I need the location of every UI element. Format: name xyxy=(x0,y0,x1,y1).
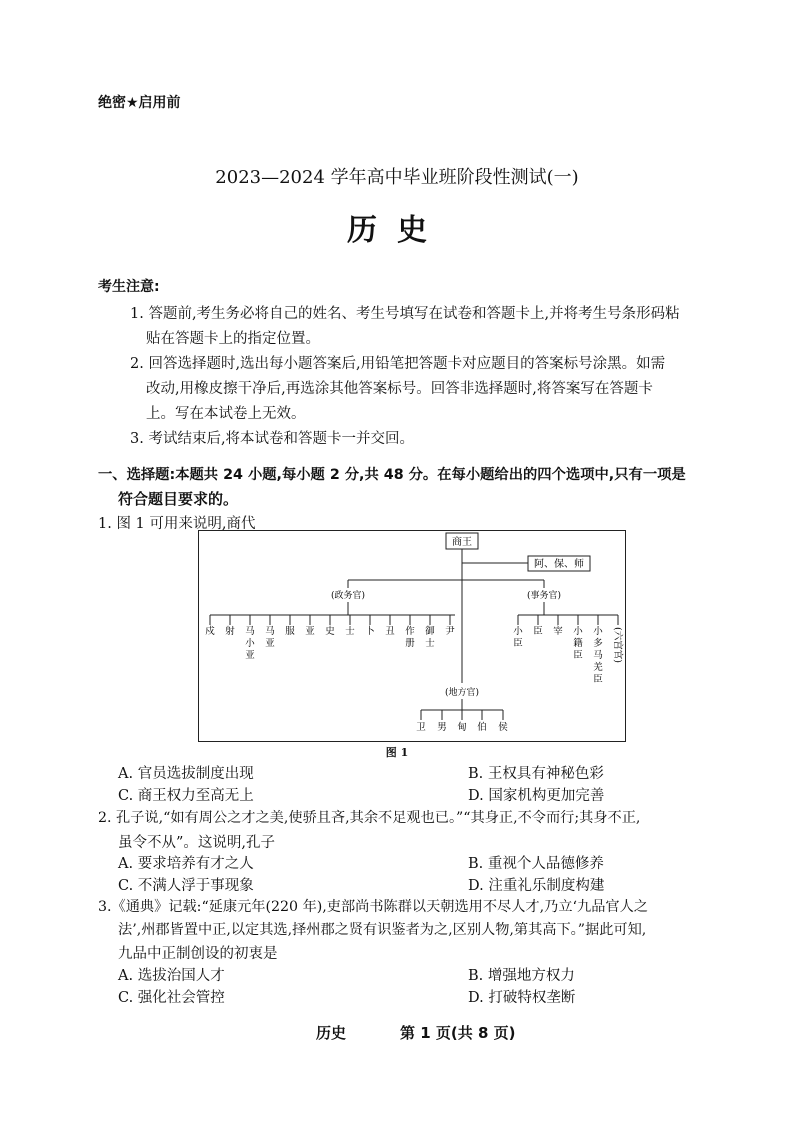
affairs-official: 小臣 xyxy=(513,626,523,649)
q3-option-d[interactable]: D. 打破特权垄断 xyxy=(468,990,576,1006)
q2-option-a[interactable]: A. 要求培养有才之人 xyxy=(118,856,254,872)
question-2-stem: 2. 孔子说,“如有周公之才之美,使骄且吝,其余不足观也已。”“其身正,不令而行;其身不正, xyxy=(98,810,641,826)
political-official: 丑 xyxy=(385,626,395,637)
local-official: 男 xyxy=(437,722,447,733)
notice-line: 贴在答题卡上的指定位置。 xyxy=(146,331,320,347)
affairs-official: 臣 xyxy=(533,626,543,637)
political-official: 御士 xyxy=(425,626,435,649)
notice-line: 1. 答题前,考生务必将自己的姓名、考生号填写在试卷和答题卡上,并将考生号条形码粘 xyxy=(130,306,680,322)
affairs-official: 小多马羌臣 xyxy=(593,626,603,685)
political-official: 史 xyxy=(325,626,335,637)
local-official: 甸 xyxy=(457,722,467,733)
local-official: 卫 xyxy=(416,722,426,733)
section-heading: 一、选择题:本题共 24 小题,每小题 2 分,共 48 分。在每小题给出的四个选项中,只有一项是 xyxy=(98,467,686,483)
local-group-label: (地方官) xyxy=(444,688,480,698)
question-1-stem: 1. 图 1 可用来说明,商代 xyxy=(98,516,256,532)
question-3-stem-cont: 法’,州郡皆置中正,以定其选,择州郡之贤有识鉴者为之,区别人物,第其高下。”据此可知, xyxy=(118,922,647,938)
political-official: 服 xyxy=(285,626,295,637)
notice-line: 上。写在本试卷上无效。 xyxy=(146,406,306,422)
notice-line: 3. 考试结束后,将本试卷和答题卡一并交回。 xyxy=(130,431,415,447)
secret-label: 绝密★启用前 xyxy=(98,95,181,111)
q2-option-c[interactable]: C. 不满人浮于事现象 xyxy=(118,878,254,894)
notice-line: 2. 回答选择题时,选出每小题答案后,用铅笔把答题卡对应题目的答案标号涂黑。如需 xyxy=(130,356,666,372)
page-title: 历史 xyxy=(347,213,447,248)
political-official: 尹 xyxy=(445,626,455,637)
question-2-stem-cont: 虽令不从”。这说明,孔子 xyxy=(118,835,276,851)
question-3-stem: 3.《通典》记载:“延康元年(220 年),吏部尚书陈群以天朝选用不尽人才,乃立‘九品官人之 xyxy=(98,899,648,915)
notice-title: 考生注意: xyxy=(98,279,160,295)
question-3-stem-cont: 九品中正制创设的初衷是 xyxy=(118,946,278,962)
q2-option-d[interactable]: D. 注重礼乐制度构建 xyxy=(468,878,605,894)
affairs-group-label: (事务官) xyxy=(526,591,562,601)
q3-option-b[interactable]: B. 增强地方权力 xyxy=(468,968,575,984)
figure-1-org-chart xyxy=(198,530,626,742)
affairs-official: 宰 xyxy=(553,626,563,637)
footer-subject: 历史 xyxy=(316,1024,347,1042)
footer-page-number: 第 1 页(共 8 页) xyxy=(400,1024,516,1042)
advisors-label: 阿、保、师 xyxy=(534,559,584,570)
political-official: 卜 xyxy=(365,626,375,637)
political-group-label: (政务官) xyxy=(330,591,366,601)
political-official: 作册 xyxy=(405,626,415,649)
local-official: 伯 xyxy=(477,722,487,733)
q2-option-b[interactable]: B. 重视个人品德修养 xyxy=(468,856,604,872)
political-official: 亚 xyxy=(305,626,315,637)
political-official: 戍 xyxy=(205,626,215,637)
political-official: 士 xyxy=(345,626,355,637)
political-official: 马小亚 xyxy=(245,626,255,661)
local-official: 侯 xyxy=(498,722,508,733)
political-official: 射 xyxy=(225,626,235,637)
section-heading-cont: 符合题目要求的。 xyxy=(118,490,239,508)
figure-caption: 图 1 xyxy=(385,746,409,759)
affairs-official: (六宫官) xyxy=(612,627,623,663)
q3-option-c[interactable]: C. 强化社会管控 xyxy=(118,990,225,1006)
q1-option-d[interactable]: D. 国家机构更加完善 xyxy=(468,788,605,804)
king-label: 商王 xyxy=(452,537,472,548)
exam-title: 2023—2024 学年高中毕业班阶段性测试(一) xyxy=(215,167,579,188)
q1-option-a[interactable]: A. 官员选拔制度出现 xyxy=(118,766,254,782)
q1-option-c[interactable]: C. 商王权力至高无上 xyxy=(118,788,254,804)
q1-option-b[interactable]: B. 王权具有神秘色彩 xyxy=(468,766,604,782)
political-official: 马亚 xyxy=(265,626,275,649)
affairs-official: 小籍臣 xyxy=(573,626,583,661)
notice-line: 改动,用橡皮擦干净后,再选涂其他答案标号。回答非选择题时,将答案写在答题卡 xyxy=(146,381,653,397)
q3-option-a[interactable]: A. 选拔治国人才 xyxy=(118,968,225,984)
